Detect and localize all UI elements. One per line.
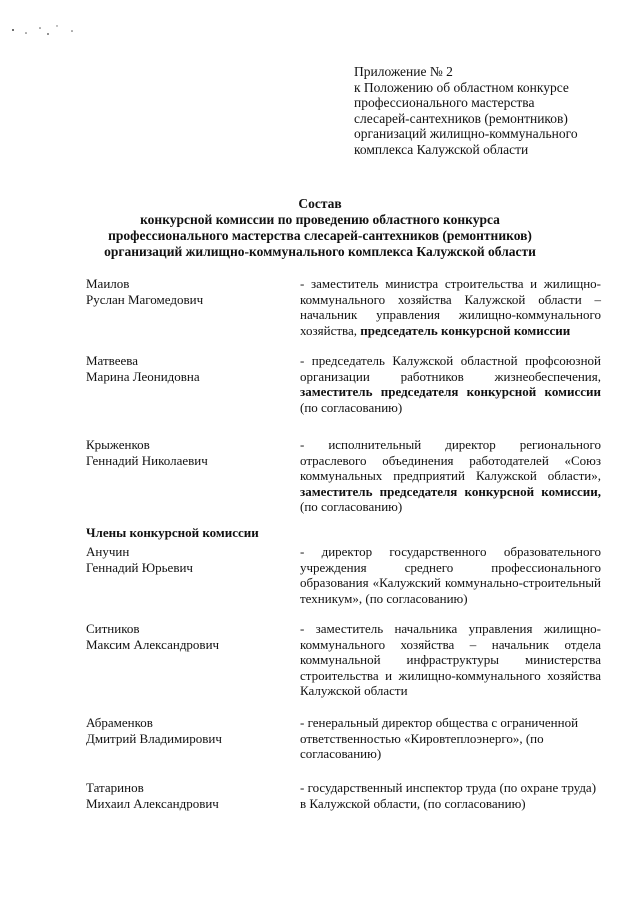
member-name (86, 715, 286, 746)
member-role (300, 780, 601, 811)
role-text: - заместитель начальника управления жилищно-коммунального хозяйства – начальник отдела коммунальной инфраструктуры министерства строительства и жилищно-коммунального хозяйства Калужской области (300, 621, 601, 699)
role-highlight: заместитель председателя конкурсной комиссии (300, 384, 601, 400)
member-given-name: Михаил Александрович (86, 795, 219, 811)
member-given-name: Марина Леонидовна (86, 368, 200, 384)
appendix-line: Приложение № 2 (354, 64, 453, 79)
document-title (60, 196, 580, 260)
role-highlight: заместитель председателя конкурсной комиссии, (300, 483, 601, 499)
member-given-name: Дмитрий Владимирович (86, 730, 222, 746)
appendix-line: организаций жилищно-коммунального (354, 126, 578, 142)
appendix-line: профессионального мастерства (354, 95, 535, 111)
title-line: Состав (298, 196, 342, 211)
role-text: - исполнительный директор регионального отраслевого объединения работодателей «Союз коммунальных предприятий Калужской области», (300, 437, 601, 484)
appendix-note (354, 64, 624, 158)
member-role (300, 715, 601, 762)
role-text: - генеральный директор общества с ограниченной ответственностью «Кировтеплоэнерго», (по согласованию) (300, 715, 579, 762)
scan-specks (10, 22, 80, 36)
member-surname: Крыженков (86, 437, 150, 452)
appendix-line: слесарей-сантехников (ремонтников) (354, 110, 568, 126)
title-line: конкурсной комиссии по проведению областного конкурса (140, 212, 500, 227)
role-highlight: председатель конкурсной комиссии (360, 322, 571, 338)
role-text: - директор государственного образовательного учреждения среднего профессионального образования «Калужский коммунально-строительный техникум», (по согласованию) (300, 544, 601, 606)
member-name (86, 544, 286, 575)
member-role (300, 544, 601, 606)
role-tail: (по согласованию) (300, 399, 403, 415)
member-role (300, 437, 601, 515)
member-given-name: Геннадий Юрьевич (86, 559, 193, 575)
title-line: профессионального мастерства слесарей-сантехников (ремонтников) (108, 228, 532, 243)
member-name (86, 276, 286, 307)
member-surname: Ситников (86, 621, 140, 636)
member-role (300, 276, 601, 338)
role-text: - председатель Калужской областной профсоюзной организации работников жизнеобеспечения, (300, 353, 601, 384)
member-name (86, 437, 286, 468)
role-tail: (по согласованию) (300, 499, 403, 515)
member-name (86, 621, 286, 652)
member-given-name: Геннадий Николаевич (86, 452, 208, 468)
title-line: организаций жилищно-коммунального комплекса Калужской области (104, 244, 536, 259)
member-name (86, 353, 286, 384)
member-surname: Маилов (86, 276, 130, 291)
role-text: - государственный инспектор труда (по охране труда) в Калужской области, (по согласованию) (300, 780, 597, 811)
member-given-name: Руслан Магомедович (86, 291, 204, 307)
members-heading: Члены конкурсной комиссии (86, 525, 259, 540)
member-role (300, 621, 601, 699)
member-surname: Анучин (86, 544, 130, 559)
role-text: - заместитель министра строительства и жилищно-коммунального хозяйства Калужской области – начальник управления жилищно-коммунального хозяйства, (300, 276, 601, 338)
appendix-line: к Положению об областном конкурсе (354, 79, 569, 95)
member-given-name: Максим Александрович (86, 636, 220, 652)
member-role (300, 353, 601, 415)
member-name (86, 780, 286, 811)
member-surname: Татаринов (86, 780, 144, 795)
member-surname: Матвеева (86, 353, 139, 368)
member-surname: Абраменков (86, 715, 153, 730)
appendix-line: комплекса Калужской области (354, 141, 529, 157)
